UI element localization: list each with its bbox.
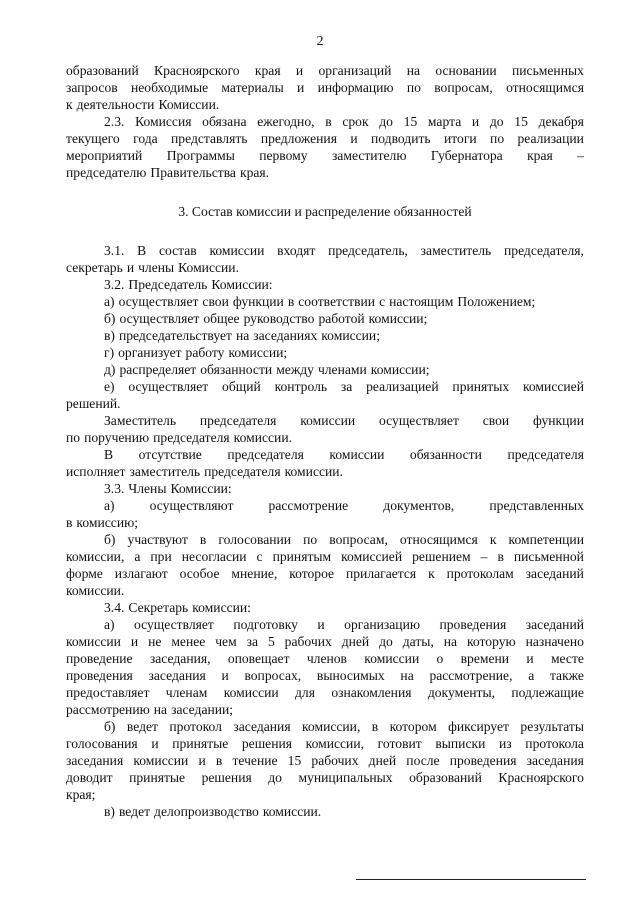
text-line: образований Красноярского края и организаций на основании письменных (66, 63, 584, 78)
text-line: рассмотрению на заседании; (66, 702, 234, 717)
text-line: комиссии и не менее чем за 5 рабочих дней до даты, на которую назначено (66, 634, 584, 649)
text-line: проведение заседания, оповещает членов комиссии о времени и месте (66, 651, 584, 666)
text-line: а) осуществляют рассмотрение документов, представленных (104, 498, 584, 513)
footer-rule (356, 879, 586, 880)
text-line: запросов необходимые материалы и информацию по вопросам, относящимся (66, 80, 584, 95)
text-line: д) распределяет обязанности между членами комиссии; (104, 362, 430, 377)
text-line: Заместитель председателя комиссии осуществляет свои функции (104, 413, 584, 428)
text-line: мероприятий Программы первому заместителю Губернатора края – (66, 148, 584, 163)
page-number: 2 (316, 34, 324, 49)
text-line: 3.3. Члены Комиссии: (104, 481, 232, 496)
text-line: форме излагают особое мнение, которое прилагается к протоколам заседаний (66, 566, 584, 581)
text-line: по поручению председателя комиссии. (66, 430, 293, 445)
text-line: края; (66, 787, 96, 802)
text-line: к деятельности Комиссии. (66, 97, 220, 112)
text-line: г) организует работу комиссии; (104, 345, 288, 360)
section-3-body (66, 242, 584, 820)
text-line: б) осуществляет общее руководство работой комиссии; (104, 311, 428, 326)
text-line: голосования и принятые решения комиссии, готовит выписки из протокола (66, 736, 584, 751)
document-body (66, 62, 584, 820)
text-line: комиссии. (66, 583, 125, 598)
text-line: председателю Правительства края. (66, 165, 270, 180)
text-line: 3.2. Председатель Комиссии: (104, 277, 273, 292)
section-2-continuation (66, 62, 584, 181)
text-line: 2.3. Комиссия обязана ежегодно, в срок до 15 марта и до 15 декабря (104, 114, 584, 129)
text-line: 3.1. В состав комиссии входят председатель, заместитель председателя, (104, 243, 584, 258)
text-line: решений. (66, 396, 121, 411)
text-line: б) участвуют в голосовании по вопросам, относящимся к компетенции (104, 532, 584, 547)
text-line: б) ведет протокол заседания комиссии, в котором фиксирует результаты (104, 719, 584, 734)
text-line: в комиссию; (66, 515, 139, 530)
section-3-heading: 3. Состав комиссии и распределение обязанностей (178, 204, 472, 219)
text-line: доводит принятые решения до муниципальных образований Красноярского (66, 770, 584, 785)
text-line: комиссии, а при несогласии с принятым комиссией решением – в письменной (66, 549, 584, 564)
text-line: а) осуществляет свои функции в соответствии с настоящим Положением; (104, 294, 536, 309)
text-line: текущего года представлять предложения и подводить итоги по реализации (66, 131, 584, 146)
text-line: проведения заседания и вопросах, выносимых на рассмотрение, а также (66, 668, 584, 683)
text-line: исполняет заместитель председателя комиссии. (66, 464, 343, 479)
text-line: в) председательствует на заседаниях комиссии; (104, 328, 380, 343)
text-line: 3.4. Секретарь комиссии: (104, 600, 251, 615)
text-line: секретарь и члены Комиссии. (66, 260, 239, 275)
text-line: заседания комиссии и в течение 15 рабочих дней после проведения заседания (66, 753, 584, 768)
text-line: предоставляет членам комиссии для ознакомления документы, подлежащие (66, 685, 584, 700)
text-line: В отсутствие председателя комиссии обязанности председателя (104, 447, 584, 462)
text-line: а) осуществляет подготовку и организацию проведения заседаний (104, 617, 584, 632)
text-line: в) ведет делопроизводство комиссии. (104, 804, 322, 819)
text-line: е) осуществляет общий контроль за реализацией принятых комиссией (104, 379, 584, 394)
